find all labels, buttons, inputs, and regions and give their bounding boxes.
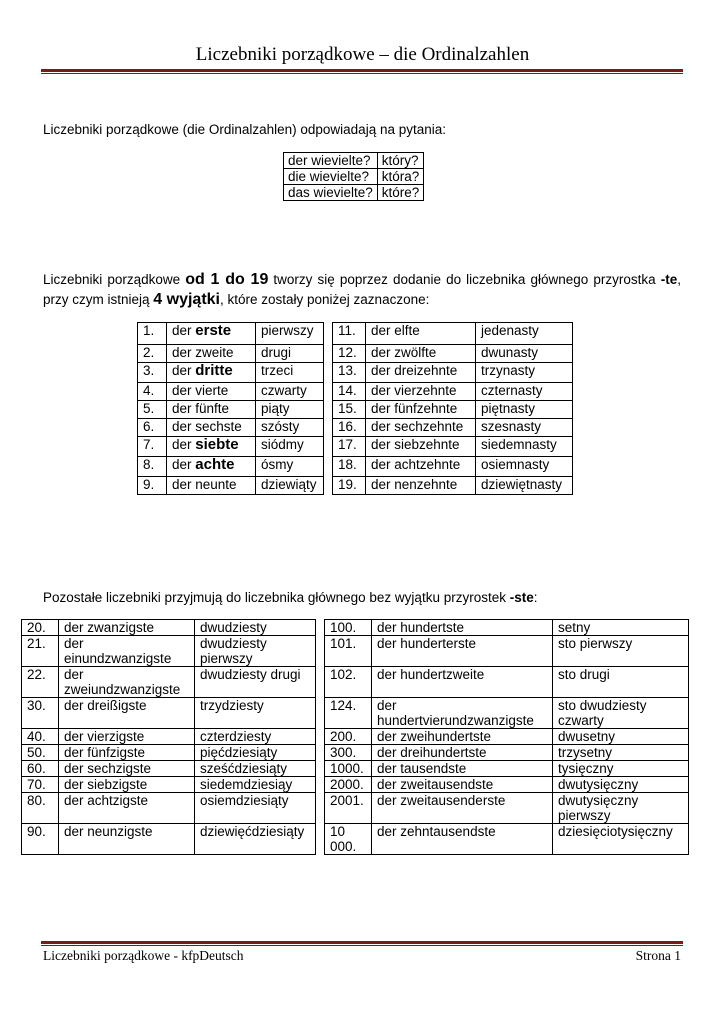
ordinal-german: der tausendste [372,761,553,777]
ordinal-polish: dwutysięczny [553,777,689,793]
ordinal-german [167,363,256,383]
column-gap [316,636,325,667]
ordinal-polish: dwutysięczny pierwszy [553,793,689,824]
column-gap [324,419,333,437]
ordinal-german-text: der neunte [172,477,237,492]
ordinals-1-19-table [137,322,573,495]
ordinal-polish: dziewiąty [256,477,324,495]
ordinal-polish: czternasty [476,383,573,401]
ordinal-polish: setny [553,620,689,636]
column-gap [316,745,325,761]
ordinal-german: der achtzehnte [366,457,476,477]
ordinal-german: der achtzigste [59,793,195,824]
table-row [22,636,689,667]
ordinal-german: der zweitausendste [372,777,553,793]
ordinal-number: 2001. [325,793,372,824]
column-gap [324,401,333,419]
footer-rule-thin [41,945,683,946]
column-gap [316,824,325,855]
column-gap [316,777,325,793]
rule2-part1: Pozostałe liczebniki przyjmują do liczebnika głównego bez wyjątku przyrostek [43,590,510,605]
table-row [138,477,573,495]
ordinal-german: der zehntausendste [372,824,553,855]
ordinal-german: der zwanzigste [59,620,195,636]
ordinal-number: 80. [22,793,59,824]
table-row [22,761,689,777]
ordinal-german: der hunderterste [372,636,553,667]
ordinal-polish: dwudziesty pierwszy [195,636,316,667]
question-de: die wievielte? [284,169,378,185]
ordinal-number: 20. [22,620,59,636]
ordinal-german [167,323,256,345]
column-gap [316,761,325,777]
ordinal-german: der zweiundzwanzigste [59,667,195,698]
ordinal-german-text: der zweite [172,345,234,360]
rule1-part4: , które zostały poniżej zaznaczone: [219,292,430,307]
ordinal-polish: dwunasty [476,345,573,363]
ordinal-polish: dziewiętnasty [476,477,573,495]
exception-word: siebte [195,436,239,453]
column-gap [324,363,333,383]
ordinal-polish: jedenasty [476,323,573,345]
column-gap [324,383,333,401]
ordinal-german: der zwölfte [366,345,476,363]
ordinal-number: 22. [22,667,59,698]
ordinal-number: 8. [138,457,167,477]
table-row [22,777,689,793]
table-row [284,185,424,201]
column-gap [316,729,325,745]
exception-word: achte [195,456,235,473]
ordinal-polish: trzynasty [476,363,573,383]
ordinal-polish: ósmy [256,457,324,477]
ordinal-number: 15. [333,401,366,419]
ordinal-german-text: der vierte [172,383,229,398]
ordinal-polish: sześćdziesiąty [195,761,316,777]
exception-word: dritte [195,362,233,379]
ordinal-number: 70. [22,777,59,793]
ordinal-german: der vierzigste [59,729,195,745]
question-de: der wievielte? [284,153,378,169]
ordinal-german [167,437,256,457]
ordinal-polish: siódmy [256,437,324,457]
column-gap [316,620,325,636]
table-row [284,153,424,169]
table-row [138,345,573,363]
ordinal-german: der zweitausenderste [372,793,553,824]
column-gap [324,457,333,477]
ordinal-german [167,419,256,437]
header-rule [41,69,683,72]
ordinal-german-text: der [172,363,196,378]
ordinal-number: 100. [325,620,372,636]
ordinal-number: 101. [325,636,372,667]
ordinal-number: 2. [138,345,167,363]
ordinal-number: 10 000. [325,824,372,855]
ordinal-polish: siedemdziesiąy [195,777,316,793]
ordinal-polish: drugi [256,345,324,363]
ordinal-polish: dwusetny [553,729,689,745]
ordinal-polish: piętnasty [476,401,573,419]
ordinal-number: 200. [325,729,372,745]
column-gap [324,345,333,363]
ordinal-polish: dziewięćdziesiąty [195,824,316,855]
ordinal-german: der einundzwanzigste [59,636,195,667]
column-gap [324,437,333,457]
ordinal-polish: trzysetny [553,745,689,761]
ordinal-german: der hundertvierundzwanzigste [372,698,553,729]
ordinal-polish: siedemnasty [476,437,573,457]
ordinal-german [167,477,256,495]
questions-table [283,152,424,201]
ordinal-german: der elfte [366,323,476,345]
rule1-suffix: -te [660,272,678,287]
ordinal-german: der sechzigste [59,761,195,777]
exception-word: erste [195,322,232,339]
ordinal-number: 1000. [325,761,372,777]
page-number: Strona 1 [635,948,681,963]
ordinal-polish: tysięczny [553,761,689,777]
ordinal-german-text: der [172,457,196,472]
ordinal-german: der siebzigste [59,777,195,793]
column-gap [316,698,325,729]
ordinal-polish: piąty [256,401,324,419]
column-gap [324,323,333,345]
rule1-part1: Liczebniki porządkowe [43,272,186,287]
ordinal-german: der hundertste [372,620,553,636]
ordinal-number: 17. [333,437,366,457]
ordinal-number: 9. [138,477,167,495]
ordinal-number: 16. [333,419,366,437]
ordinal-german [167,345,256,363]
ordinal-polish: sto pierwszy [553,636,689,667]
footer-left: Liczebniki porządkowe - kfpDeutsch [43,948,244,963]
table-row [138,419,573,437]
table-row [138,363,573,383]
ordinal-number: 1. [138,323,167,345]
rule1-exceptions: 4 wyjątki [153,291,220,308]
ordinal-number: 124. [325,698,372,729]
table-row [22,667,689,698]
ordinal-german-text: der fünfte [172,401,230,416]
ordinal-polish: osiemnasty [476,457,573,477]
ordinal-polish: sto dwudziesty czwarty [553,698,689,729]
question-de: das wievielte? [284,185,378,201]
ordinal-number: 7. [138,437,167,457]
table-row [22,745,689,761]
ordinal-number: 3. [138,363,167,383]
question-pl: które? [377,185,424,201]
ordinal-german: der nenzehnte [366,477,476,495]
rule2-part2: : [533,590,538,605]
ordinal-polish: dziesięciotysięczny [553,824,689,855]
ordinal-german-text: der [172,437,196,452]
ordinal-number: 300. [325,745,372,761]
rule1-part3: , przy czym istnieją [43,272,682,307]
ordinal-polish: pierwszy [256,323,324,345]
ordinal-polish: osiemdziesiąty [195,793,316,824]
rule2-suffix: -ste [509,590,534,605]
ordinal-german [167,401,256,419]
column-gap [316,793,325,824]
ordinal-number: 60. [22,761,59,777]
table-row [138,437,573,457]
ordinal-number: 11. [333,323,366,345]
ordinal-polish: pięćdziesiąty [195,745,316,761]
ordinal-polish: szesnasty [476,419,573,437]
column-gap [316,667,325,698]
ordinal-number: 2000. [325,777,372,793]
table-row [138,401,573,419]
ordinal-number: 40. [22,729,59,745]
ordinal-german: der hundertzweite [372,667,553,698]
ordinal-german: der fünfzehnte [366,401,476,419]
table-row [138,323,573,345]
ordinal-german: der fünfzigste [59,745,195,761]
ordinal-german: der siebzehnte [366,437,476,457]
ordinal-german: der dreihundertste [372,745,553,761]
table-row [138,383,573,401]
table-row [22,620,689,636]
column-gap [324,477,333,495]
ordinal-polish: trzydziesty [195,698,316,729]
ordinal-polish: czwarty [256,383,324,401]
ordinal-german: der vierzehnte [366,383,476,401]
ordinal-polish: trzeci [256,363,324,383]
ordinal-polish: szósty [256,419,324,437]
ordinal-number: 102. [325,667,372,698]
ordinal-number: 13. [333,363,366,383]
rule1-part2: tworzy się poprzez dodanie do liczebnika głównego przyrostka [268,272,661,287]
page-title: Liczebniki porządkowe – die Ordinalzahlen [195,44,530,65]
ordinal-number: 4. [138,383,167,401]
rule2-text [43,588,681,608]
ordinal-polish: sto drugi [553,667,689,698]
table-row [138,457,573,477]
intro-text: Liczebniki porządkowe (die Ordinalzahlen) odpowiadają na pytania: [43,122,446,137]
ordinal-german-text: der sechste [172,419,242,434]
ordinal-number: 30. [22,698,59,729]
question-pl: który? [377,153,424,169]
ordinal-number: 50. [22,745,59,761]
ordinal-polish: czterdziesty [195,729,316,745]
footer-rule [41,941,683,944]
ordinal-german [167,383,256,401]
ordinal-german-text: der [172,323,196,338]
question-pl: która? [377,169,424,185]
ordinal-number: 21. [22,636,59,667]
ordinal-german: der dreißigste [59,698,195,729]
ordinal-polish: dwudziesty drugi [195,667,316,698]
table-row [22,824,689,855]
table-row [22,729,689,745]
table-row [22,698,689,729]
ordinal-number: 90. [22,824,59,855]
ordinal-number: 12. [333,345,366,363]
ordinal-number: 18. [333,457,366,477]
table-row [22,793,689,824]
ordinal-number: 5. [138,401,167,419]
ordinal-german: der sechzehnte [366,419,476,437]
ordinal-polish: dwudziesty [195,620,316,636]
rule1-text [43,270,681,310]
ordinal-number: 6. [138,419,167,437]
rule1-range: od 1 do 19 [185,271,269,288]
ordinal-german: der neunzigste [59,824,195,855]
table-row [284,169,424,185]
ordinals-20-plus-table [21,619,689,855]
ordinal-german [167,457,256,477]
ordinal-german: der dreizehnte [366,363,476,383]
ordinal-number: 19. [333,477,366,495]
header-rule-thin [41,73,683,74]
ordinal-number: 14. [333,383,366,401]
ordinal-german: der zweihundertste [372,729,553,745]
